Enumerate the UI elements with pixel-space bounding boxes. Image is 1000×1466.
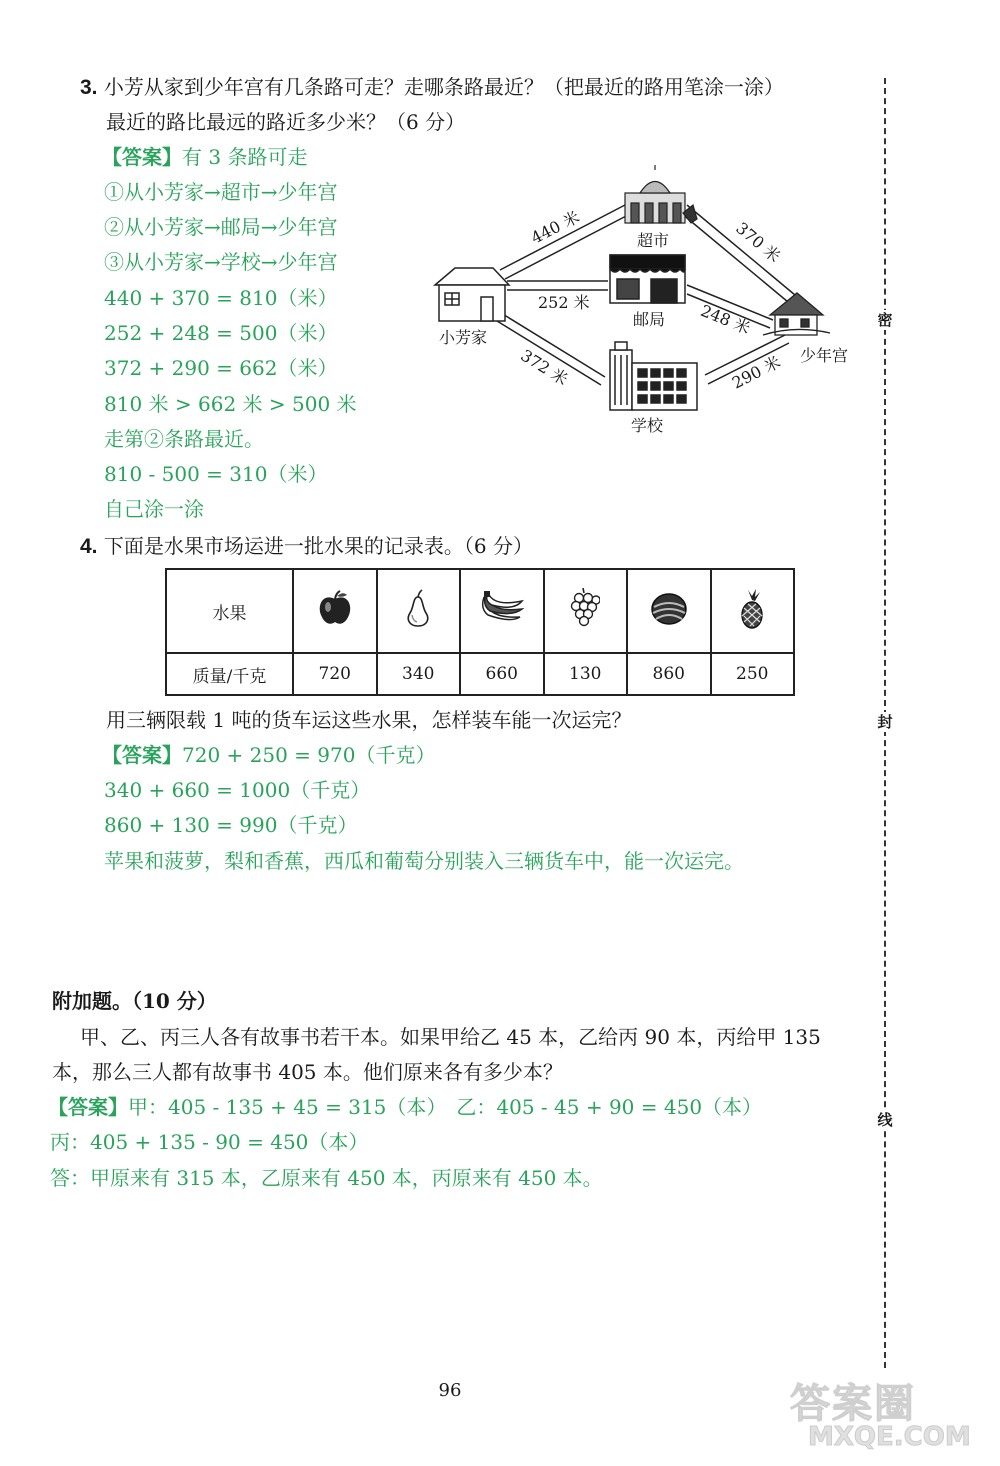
bonus-title: 附加题。（10 分） bbox=[52, 989, 217, 1013]
binding-char-xian: 线 bbox=[874, 1110, 896, 1130]
q3-answer-line-0 bbox=[102, 142, 307, 172]
supermarket-building-icon bbox=[625, 165, 697, 223]
fruit-cell-watermelon bbox=[627, 569, 711, 653]
bonus-answer-line1 bbox=[48, 1092, 762, 1122]
map-label-post-office: 邮局 bbox=[633, 310, 666, 329]
weight-cell-banana: 660 bbox=[460, 653, 544, 695]
weight-cell-pineapple: 250 bbox=[711, 653, 795, 695]
watermelon-icon bbox=[649, 589, 689, 629]
distance-home-supermarket: 440 米 bbox=[527, 207, 583, 248]
pear-icon bbox=[403, 589, 433, 629]
weight-cell-grape: 130 bbox=[544, 653, 628, 695]
map-label-school: 学校 bbox=[631, 416, 664, 435]
fruit-cell-pineapple bbox=[711, 569, 795, 653]
q3-question-text: 小芳从家到少年宫有几条路可走？走哪条路最近？（把最近的路用笔涂一涂） bbox=[103, 75, 784, 99]
route-map bbox=[425, 165, 875, 435]
post-office-building-icon bbox=[610, 255, 685, 303]
weight-cell-watermelon: 860 bbox=[627, 653, 711, 695]
bonus-answer-line2: 丙：405 + 135 - 90 = 450（本） bbox=[50, 1130, 369, 1154]
q3-answer-line-9: 810 - 500 = 310（米） bbox=[104, 462, 328, 486]
fruit-cell-grape bbox=[544, 569, 628, 653]
bonus-question-line1: 甲、乙、丙三人各有故事书若干本。如果甲给乙 45 本，乙给丙 90 本，丙给甲 135 bbox=[80, 1025, 821, 1049]
q3-answer-line-2: ②从小芳家→邮局→少年宫 bbox=[104, 215, 338, 239]
weight-cell-pear: 340 bbox=[377, 653, 461, 695]
bonus-answer-line3: 答：甲原来有 315 本，乙原来有 450 本，丙原来有 450 本。 bbox=[50, 1166, 603, 1190]
banana-icon bbox=[480, 589, 524, 629]
youth-palace-building-icon bbox=[763, 293, 830, 335]
q4-answer-text-0: 720 + 250 = 970（千克） bbox=[182, 743, 436, 767]
q3-answer-line-3: ③从小芳家→学校→少年宫 bbox=[104, 250, 338, 274]
fruit-cell-banana bbox=[460, 569, 544, 653]
q3-answer-line-7: 810 米 > 662 米 > 500 米 bbox=[104, 392, 357, 416]
weight-row bbox=[166, 653, 794, 695]
q4-number: 4. bbox=[80, 535, 98, 558]
binding-char-feng: 封 bbox=[874, 712, 896, 732]
grape-icon bbox=[570, 588, 600, 630]
distance-home-school: 372 米 bbox=[517, 345, 572, 390]
q3-answer-line-4: 440 + 370 = 810（米） bbox=[104, 286, 338, 310]
q3-answer-line-5: 252 + 248 = 500（米） bbox=[104, 321, 338, 345]
page-number: 96 bbox=[438, 1380, 462, 1401]
watermark-logo bbox=[780, 1370, 990, 1460]
q4-answer-line-0 bbox=[102, 740, 435, 770]
q3-answer-line-1: ①从小芳家→超市→少年宫 bbox=[104, 180, 338, 204]
binding-char-mi: 密 bbox=[874, 310, 896, 330]
school-building-icon bbox=[610, 342, 697, 410]
q3-answer-line-6: 372 + 290 = 662（米） bbox=[104, 356, 338, 380]
bonus-answer-text-1: 甲：405 - 135 + 45 = 315（本） 乙：405 - 45 + 90 = 450（本） bbox=[128, 1095, 763, 1119]
q3-answer-line-8: 走第②条路最近。 bbox=[104, 427, 264, 451]
watermark-text-en: MXQE.COM bbox=[808, 1422, 971, 1452]
q4-line bbox=[80, 531, 533, 562]
distance-post-office-palace: 248 米 bbox=[697, 300, 753, 338]
q4-question-text: 下面是水果市场运进一批水果的记录表。（6 分） bbox=[103, 534, 533, 558]
map-label-supermarket: 超市 bbox=[637, 231, 670, 250]
q3-line2: 最近的路比最远的路近多少米？（6 分） bbox=[106, 110, 466, 134]
q4-answer-label: 【答案】 bbox=[102, 743, 182, 767]
fruit-cell-apple bbox=[293, 569, 377, 653]
pineapple-icon bbox=[738, 588, 766, 630]
q4-sub-question: 用三辆限载 1 吨的货车运这些水果，怎样装车能一次运完？ bbox=[106, 708, 632, 732]
distance-supermarket-palace: 370 米 bbox=[732, 218, 785, 267]
weight-cell-apple: 720 bbox=[293, 653, 377, 695]
map-label-home: 小芳家 bbox=[439, 328, 488, 347]
fruit-cell-pear bbox=[377, 569, 461, 653]
q3-answer-label: 【答案】 bbox=[102, 145, 182, 169]
route-map-drawing bbox=[425, 165, 875, 435]
q3-answer-text-0: 有 3 条路可走 bbox=[182, 145, 308, 169]
q3-answer-line-10: 自己涂一涂 bbox=[104, 497, 204, 521]
distance-home-post-office: 252 米 bbox=[538, 293, 590, 312]
q4-answer-line-2: 860 + 130 = 990（千克） bbox=[104, 813, 358, 837]
q3-line1 bbox=[80, 72, 784, 103]
q4-answer-line-1: 340 + 660 = 1000（千克） bbox=[104, 778, 371, 802]
watermark-text-cn: 答案圈 bbox=[790, 1381, 916, 1427]
map-label-youth-palace: 少年宫 bbox=[800, 346, 849, 365]
fruit-record-table bbox=[165, 568, 795, 696]
distance-school-palace: 290 米 bbox=[728, 352, 784, 393]
fruit-row bbox=[166, 569, 794, 653]
apple-icon bbox=[315, 589, 355, 629]
bonus-answer-label: 【答案】 bbox=[48, 1095, 128, 1119]
home-house-icon bbox=[435, 268, 509, 321]
bonus-question-line2: 本，那么三人都有故事书 405 本。他们原来各有多少本？ bbox=[52, 1060, 563, 1084]
fruit-row-header: 水果 bbox=[166, 569, 293, 653]
q4-answer-line-3: 苹果和菠萝，梨和香蕉，西瓜和葡萄分别装入三辆货车中，能一次运完。 bbox=[104, 849, 744, 873]
q3-number: 3. bbox=[80, 76, 98, 99]
weight-row-header: 质量/千克 bbox=[166, 653, 293, 695]
